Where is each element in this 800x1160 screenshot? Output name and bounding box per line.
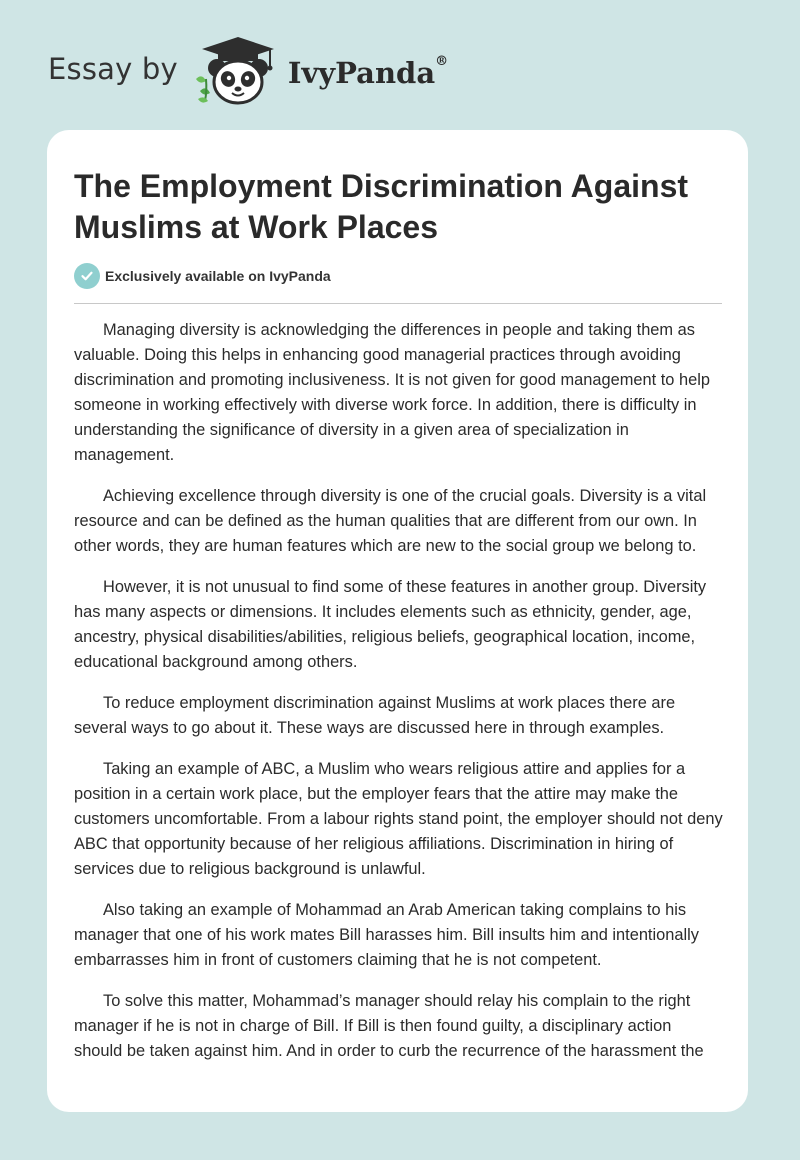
registered-mark: ® [435, 54, 449, 69]
essay-card [47, 130, 748, 1112]
brand-name[interactable] [288, 56, 448, 90]
ivypanda-logo-icon[interactable] [192, 35, 284, 107]
exclusive-badge-label: Exclusively available on IvyPanda [105, 268, 331, 284]
page-title: The Employment Discrimination Against Muslims at Work Places [74, 168, 689, 245]
exclusive-badge [74, 263, 331, 289]
paragraph: To reduce employment discrimination against Muslims at work places there are several ways to go about it. These ways are discussed here in through examples. [74, 694, 676, 737]
brand-name-text: IvyPanda [287, 56, 436, 90]
paragraph: Also taking an example of Mohammad an Arab American taking complains to his manager that one of his work mates Bill harasses him. Bill insults him and intentionally embarrasses him in front of customers claiming that he is not competent. [74, 901, 699, 969]
brand-header [48, 36, 448, 106]
paragraph: Managing diversity is acknowledging the differences in people and taking them as valuable. Doing this helps in enhancing good managerial practices through avoiding discrimination and promoting inclusiveness. It is not given for good management to help someone in working effectively with diverse work force. In addition, there is difficulty in understanding the significance of diversity in a given area of specialization in management. [74, 321, 710, 464]
paragraph: Taking an example of ABC, a Muslim who wears religious attire and applies for a position in a certain work place, but the employer fears that the attire may make the customers uncomfortable. From a labour rights stand point, the employer should not deny ABC that opportunity because of her religious affiliations. Discrimination in hiring of services due to religious background is unlawful. [74, 760, 723, 878]
divider [74, 303, 722, 304]
essay-body [74, 318, 724, 1080]
check-circle-icon [74, 263, 100, 289]
paragraph: To solve this matter, Mohammad’s manager should relay his complain to the right manager if he is not in charge of Bill. If Bill is then found guilty, a disciplinary action should be taken against him. And in order to curb the recurrence of the harassment the [74, 992, 704, 1060]
paragraph: However, it is not unusual to find some of these features in another group. Diversity has many aspects or dimensions. It includes elements such as ethnicity, gender, age, ancestry, physical disabilities/abilities, religious beliefs, geographical location, income, educational background among others. [74, 578, 707, 671]
paragraph: Achieving excellence through diversity is one of the crucial goals. Diversity is a vital resource and can be defined as the human qualities that are different from our own. In other words, they are human features which are new to the social group we belong to. [74, 487, 707, 555]
essay-by-label: Essay by [48, 52, 178, 86]
